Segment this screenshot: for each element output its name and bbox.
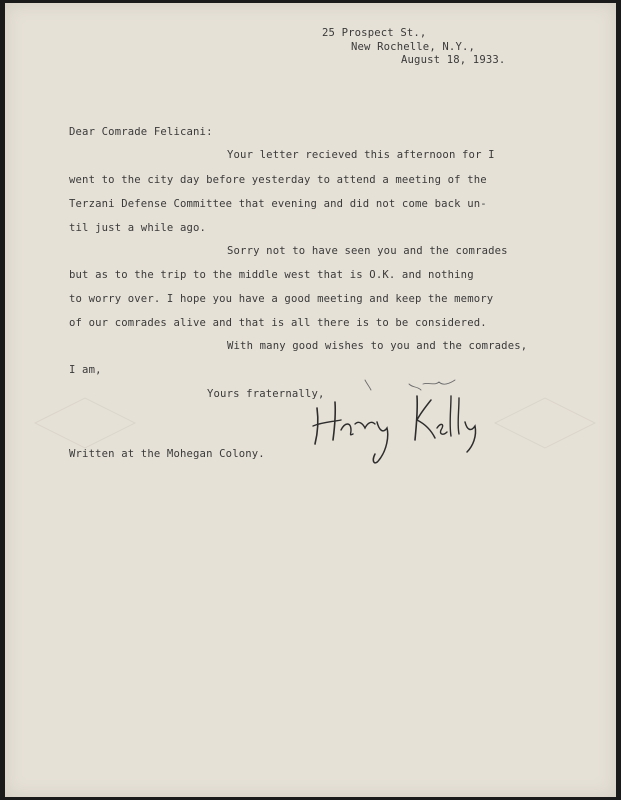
salutation: Dear Comrade Felicani:: [69, 126, 213, 138]
paragraph2-line2: but as to the trip to the middle west that is O.K. and nothing: [69, 269, 474, 281]
letter-page: [5, 3, 616, 797]
i-am: I am,: [69, 364, 102, 376]
paragraph1-line1: Your letter recieved this afternoon for I: [227, 149, 495, 161]
address-street: 25 Prospect St.,: [322, 27, 427, 39]
address-city: New Rochelle, N.Y.,: [351, 41, 476, 53]
paragraph1-line3: Terzani Defense Committee that evening and did not come back un-: [69, 198, 487, 210]
postscript: Written at the Mohegan Colony.: [69, 448, 265, 460]
yours-fraternally: Yours fraternally,: [207, 388, 325, 400]
handwritten-signature: [305, 378, 495, 468]
paragraph1-line4: til just a while ago.: [69, 222, 207, 234]
closing-wishes: With many good wishes to you and the comrades,: [227, 340, 528, 352]
paragraph2-line3: to worry over. I hope you have a good meeting and keep the memory: [69, 293, 494, 305]
letter-date: August 18, 1933.: [401, 54, 506, 66]
paragraph2-line1: Sorry not to have seen you and the comrades: [227, 245, 508, 257]
paragraph1-line2: went to the city day before yesterday to attend a meeting of the: [69, 174, 487, 186]
paragraph2-line4: of our comrades alive and that is all there is to be considered.: [69, 317, 487, 329]
